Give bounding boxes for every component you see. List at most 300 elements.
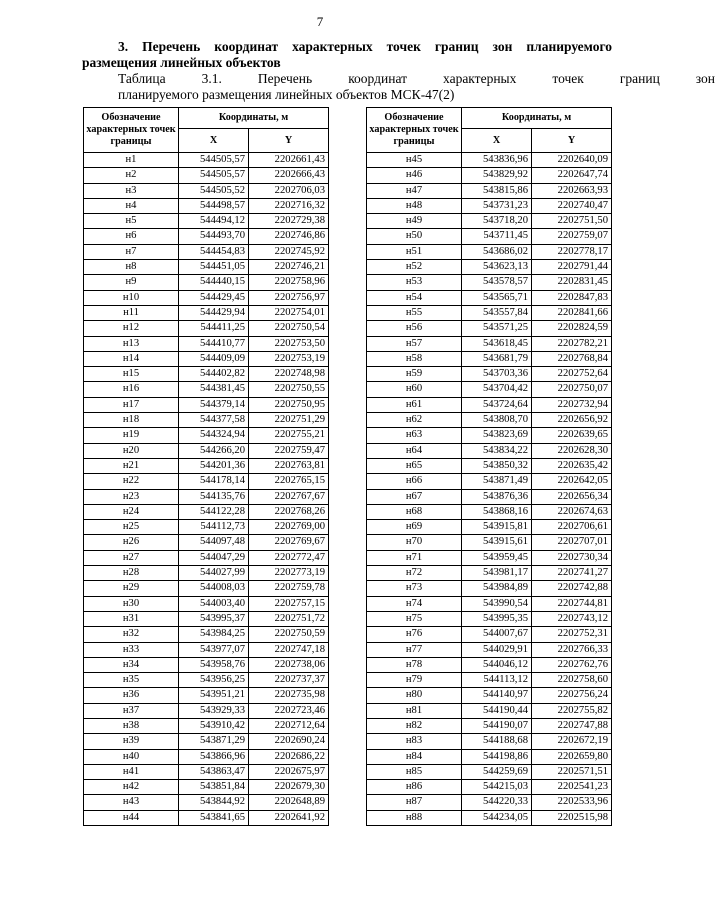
y-coordinate-cell: 2202751,29 <box>249 413 329 428</box>
x-coordinate-cell: 544505,52 <box>179 183 249 198</box>
point-id-cell: н59 <box>367 367 462 382</box>
x-coordinate-cell: 544190,07 <box>462 718 532 733</box>
point-id-cell: н65 <box>367 458 462 473</box>
y-coordinate-cell: 2202750,95 <box>249 397 329 412</box>
y-coordinate-cell: 2202763,81 <box>249 458 329 473</box>
table-row <box>367 183 612 198</box>
point-id-cell: н36 <box>84 688 179 703</box>
y-coordinate-cell: 2202656,92 <box>532 413 612 428</box>
table-row <box>84 703 329 718</box>
x-coordinate-cell: 543910,42 <box>179 718 249 733</box>
table-row <box>367 718 612 733</box>
x-coordinate-cell: 544201,36 <box>179 458 249 473</box>
x-coordinate-cell: 543951,21 <box>179 688 249 703</box>
y-coordinate-cell: 2202690,24 <box>249 734 329 749</box>
table-row <box>367 382 612 397</box>
table-body-left <box>84 153 329 826</box>
y-coordinate-cell: 2202675,97 <box>249 764 329 779</box>
y-coordinate-cell: 2202756,24 <box>532 688 612 703</box>
x-coordinate-cell: 543871,29 <box>179 734 249 749</box>
y-coordinate-cell: 2202752,64 <box>532 367 612 382</box>
y-coordinate-cell: 2202750,59 <box>249 627 329 642</box>
point-id-cell: н73 <box>367 581 462 596</box>
y-coordinate-cell: 2202762,76 <box>532 657 612 672</box>
x-coordinate-cell: 543815,86 <box>462 183 532 198</box>
y-coordinate-cell: 2202748,98 <box>249 367 329 382</box>
x-coordinate-cell: 544440,15 <box>179 275 249 290</box>
y-coordinate-cell: 2202716,32 <box>249 198 329 213</box>
table-row <box>84 596 329 611</box>
table-row <box>84 810 329 825</box>
y-coordinate-cell: 2202767,67 <box>249 489 329 504</box>
y-coordinate-cell: 2202765,15 <box>249 474 329 489</box>
point-id-cell: н86 <box>367 780 462 795</box>
table-row <box>367 153 612 168</box>
table-row <box>367 458 612 473</box>
point-id-cell: н11 <box>84 305 179 320</box>
point-id-cell: н51 <box>367 244 462 259</box>
point-id-cell: н63 <box>367 428 462 443</box>
point-id-cell: н55 <box>367 305 462 320</box>
x-coordinate-cell: 544505,57 <box>179 168 249 183</box>
y-coordinate-cell: 2202754,01 <box>249 305 329 320</box>
y-coordinate-cell: 2202773,19 <box>249 566 329 581</box>
x-coordinate-cell: 544493,70 <box>179 229 249 244</box>
table-row <box>84 504 329 519</box>
y-coordinate-cell: 2202741,27 <box>532 566 612 581</box>
point-id-cell: н80 <box>367 688 462 703</box>
point-id-cell: н23 <box>84 489 179 504</box>
point-id-cell: н4 <box>84 198 179 213</box>
point-id-cell: н31 <box>84 611 179 626</box>
x-coordinate-cell: 543929,33 <box>179 703 249 718</box>
table-row <box>367 336 612 351</box>
table-row <box>84 229 329 244</box>
x-coordinate-cell: 543977,07 <box>179 642 249 657</box>
y-coordinate-cell: 2202640,09 <box>532 153 612 168</box>
table-row <box>84 367 329 382</box>
point-id-cell: н33 <box>84 642 179 657</box>
point-id-cell: н68 <box>367 504 462 519</box>
x-coordinate-cell: 543915,81 <box>462 520 532 535</box>
point-id-cell: н79 <box>367 673 462 688</box>
table-row <box>84 397 329 412</box>
table-row <box>84 535 329 550</box>
point-id-cell: н88 <box>367 810 462 825</box>
table-row <box>84 764 329 779</box>
table-row <box>367 504 612 519</box>
y-coordinate-cell: 2202750,55 <box>249 382 329 397</box>
point-id-cell: н26 <box>84 535 179 550</box>
y-coordinate-cell: 2202747,88 <box>532 718 612 733</box>
point-id-cell: н69 <box>367 520 462 535</box>
x-coordinate-cell: 544112,73 <box>179 520 249 535</box>
x-coordinate-cell: 543557,84 <box>462 305 532 320</box>
y-coordinate-cell: 2202674,63 <box>532 504 612 519</box>
table-row <box>367 642 612 657</box>
table-row <box>84 153 329 168</box>
point-id-cell: н78 <box>367 657 462 672</box>
point-id-cell: н20 <box>84 443 179 458</box>
x-coordinate-cell: 543990,54 <box>462 596 532 611</box>
y-coordinate-cell: 2202841,66 <box>532 305 612 320</box>
x-coordinate-cell: 543871,49 <box>462 474 532 489</box>
x-coordinate-cell: 543681,79 <box>462 351 532 366</box>
point-id-cell: н35 <box>84 673 179 688</box>
point-id-cell: н77 <box>367 642 462 657</box>
x-coordinate-cell: 543718,20 <box>462 214 532 229</box>
y-coordinate-cell: 2202831,45 <box>532 275 612 290</box>
y-coordinate-cell: 2202730,34 <box>532 550 612 565</box>
y-coordinate-cell: 2202746,21 <box>249 260 329 275</box>
table-row <box>367 428 612 443</box>
x-coordinate-cell: 543866,96 <box>179 749 249 764</box>
y-coordinate-cell: 2202752,31 <box>532 627 612 642</box>
x-coordinate-cell: 543841,65 <box>179 810 249 825</box>
point-id-cell: н61 <box>367 397 462 412</box>
table-caption <box>82 71 715 103</box>
x-coordinate-cell: 544097,48 <box>179 535 249 550</box>
y-coordinate-cell: 2202679,30 <box>249 780 329 795</box>
x-coordinate-cell: 543850,32 <box>462 458 532 473</box>
y-coordinate-cell: 2202758,96 <box>249 275 329 290</box>
table-row <box>367 810 612 825</box>
header-x: X <box>179 129 249 153</box>
table-row <box>367 627 612 642</box>
x-coordinate-cell: 544140,97 <box>462 688 532 703</box>
point-id-cell: н12 <box>84 321 179 336</box>
y-coordinate-cell: 2202641,92 <box>249 810 329 825</box>
table-row <box>84 351 329 366</box>
y-coordinate-cell: 2202750,54 <box>249 321 329 336</box>
x-coordinate-cell: 543711,45 <box>462 229 532 244</box>
point-id-cell: н47 <box>367 183 462 198</box>
table-row <box>84 321 329 336</box>
point-id-cell: н70 <box>367 535 462 550</box>
table-row <box>84 290 329 305</box>
point-id-cell: н30 <box>84 596 179 611</box>
x-coordinate-cell: 544234,05 <box>462 810 532 825</box>
table-row <box>84 489 329 504</box>
y-coordinate-cell: 2202642,05 <box>532 474 612 489</box>
y-coordinate-cell: 2202753,50 <box>249 336 329 351</box>
point-id-cell: н75 <box>367 611 462 626</box>
point-id-cell: н13 <box>84 336 179 351</box>
x-coordinate-cell: 544410,77 <box>179 336 249 351</box>
y-coordinate-cell: 2202747,18 <box>249 642 329 657</box>
x-coordinate-cell: 544266,20 <box>179 443 249 458</box>
table-row <box>367 244 612 259</box>
point-id-cell: н3 <box>84 183 179 198</box>
point-id-cell: н81 <box>367 703 462 718</box>
y-coordinate-cell: 2202759,47 <box>249 443 329 458</box>
table-row <box>367 611 612 626</box>
point-id-cell: н82 <box>367 718 462 733</box>
table-row <box>84 305 329 320</box>
x-coordinate-cell: 544377,58 <box>179 413 249 428</box>
x-coordinate-cell: 544411,25 <box>179 321 249 336</box>
caption-word: характерных <box>443 71 517 86</box>
y-coordinate-cell: 2202824,59 <box>532 321 612 336</box>
point-id-cell: н71 <box>367 550 462 565</box>
point-id-cell: н7 <box>84 244 179 259</box>
y-coordinate-cell: 2202769,67 <box>249 535 329 550</box>
table-row <box>367 321 612 336</box>
caption-word: точек <box>552 71 584 86</box>
header-coordinates: Координаты, м <box>462 108 612 129</box>
y-coordinate-cell: 2202735,98 <box>249 688 329 703</box>
y-coordinate-cell: 2202706,61 <box>532 520 612 535</box>
table-row <box>84 198 329 213</box>
table-row <box>367 474 612 489</box>
x-coordinate-cell: 543981,17 <box>462 566 532 581</box>
point-id-cell: н84 <box>367 749 462 764</box>
x-coordinate-cell: 543915,61 <box>462 535 532 550</box>
table-row <box>367 520 612 535</box>
table-row <box>367 214 612 229</box>
table-row <box>367 443 612 458</box>
caption-word: Перечень <box>257 71 313 86</box>
table-row <box>84 550 329 565</box>
table-row <box>84 428 329 443</box>
x-coordinate-cell: 544047,29 <box>179 550 249 565</box>
y-coordinate-cell: 2202847,83 <box>532 290 612 305</box>
x-coordinate-cell: 543724,64 <box>462 397 532 412</box>
y-coordinate-cell: 2202768,26 <box>249 504 329 519</box>
x-coordinate-cell: 543829,92 <box>462 168 532 183</box>
point-id-cell: н1 <box>84 153 179 168</box>
y-coordinate-cell: 2202663,93 <box>532 183 612 198</box>
point-id-cell: н29 <box>84 581 179 596</box>
x-coordinate-cell: 544188,68 <box>462 734 532 749</box>
x-coordinate-cell: 543565,71 <box>462 290 532 305</box>
point-id-cell: н76 <box>367 627 462 642</box>
y-coordinate-cell: 2202759,07 <box>532 229 612 244</box>
point-id-cell: н27 <box>84 550 179 565</box>
table-row <box>367 351 612 366</box>
x-coordinate-cell: 544190,44 <box>462 703 532 718</box>
table-row <box>367 673 612 688</box>
table-row <box>84 336 329 351</box>
y-coordinate-cell: 2202723,46 <box>249 703 329 718</box>
point-id-cell: н2 <box>84 168 179 183</box>
y-coordinate-cell: 2202757,15 <box>249 596 329 611</box>
point-id-cell: н58 <box>367 351 462 366</box>
y-coordinate-cell: 2202659,80 <box>532 749 612 764</box>
header-y: Y <box>532 129 612 153</box>
x-coordinate-cell: 544007,67 <box>462 627 532 642</box>
table-row <box>84 413 329 428</box>
table-caption-line-1 <box>82 71 715 87</box>
x-coordinate-cell: 543703,36 <box>462 367 532 382</box>
table-row <box>84 382 329 397</box>
x-coordinate-cell: 543984,89 <box>462 581 532 596</box>
table-row <box>84 795 329 810</box>
x-coordinate-cell: 544029,91 <box>462 642 532 657</box>
point-id-cell: н32 <box>84 627 179 642</box>
x-coordinate-cell: 544122,28 <box>179 504 249 519</box>
y-coordinate-cell: 2202750,07 <box>532 382 612 397</box>
y-coordinate-cell: 2202751,50 <box>532 214 612 229</box>
section-heading: 3. Перечень координат характерных точек границ зон планируемого размещения линейных объектов <box>82 39 612 70</box>
x-coordinate-cell: 544027,99 <box>179 566 249 581</box>
table-row <box>367 397 612 412</box>
x-coordinate-cell: 543623,13 <box>462 260 532 275</box>
table-row <box>367 535 612 550</box>
header-coordinates: Координаты, м <box>179 108 329 129</box>
point-id-cell: н87 <box>367 795 462 810</box>
x-coordinate-cell: 543876,36 <box>462 489 532 504</box>
y-coordinate-cell: 2202782,21 <box>532 336 612 351</box>
table-row <box>367 657 612 672</box>
point-id-cell: н44 <box>84 810 179 825</box>
page-number: 7 <box>316 14 324 29</box>
x-coordinate-cell: 543731,23 <box>462 198 532 213</box>
x-coordinate-cell: 544381,45 <box>179 382 249 397</box>
x-coordinate-cell: 543995,37 <box>179 611 249 626</box>
table-row <box>84 688 329 703</box>
y-coordinate-cell: 2202707,01 <box>532 535 612 550</box>
table-row <box>367 688 612 703</box>
y-coordinate-cell: 2202755,21 <box>249 428 329 443</box>
point-id-cell: н17 <box>84 397 179 412</box>
table-row <box>367 780 612 795</box>
header-point-designation: Обозначение характерных точек границы <box>84 108 179 153</box>
table-row <box>367 734 612 749</box>
table-row <box>84 458 329 473</box>
table-row <box>367 596 612 611</box>
point-id-cell: н9 <box>84 275 179 290</box>
point-id-cell: н38 <box>84 718 179 733</box>
point-id-cell: н41 <box>84 764 179 779</box>
table-row <box>367 566 612 581</box>
table-row <box>84 780 329 795</box>
x-coordinate-cell: 544429,45 <box>179 290 249 305</box>
x-coordinate-cell: 544008,03 <box>179 581 249 596</box>
table-row <box>84 581 329 596</box>
table-row <box>84 642 329 657</box>
y-coordinate-cell: 2202791,44 <box>532 260 612 275</box>
point-id-cell: н5 <box>84 214 179 229</box>
y-coordinate-cell: 2202742,88 <box>532 581 612 596</box>
y-coordinate-cell: 2202758,60 <box>532 673 612 688</box>
table-row <box>84 520 329 535</box>
header-point-designation: Обозначение характерных точек границы <box>367 108 462 153</box>
x-coordinate-cell: 543851,84 <box>179 780 249 795</box>
y-coordinate-cell: 2202647,74 <box>532 168 612 183</box>
x-coordinate-cell: 543984,25 <box>179 627 249 642</box>
y-coordinate-cell: 2202756,97 <box>249 290 329 305</box>
x-coordinate-cell: 544498,57 <box>179 198 249 213</box>
point-id-cell: н16 <box>84 382 179 397</box>
coordinates-table-left <box>83 107 329 826</box>
table-row <box>367 367 612 382</box>
y-coordinate-cell: 2202686,22 <box>249 749 329 764</box>
y-coordinate-cell: 2202648,89 <box>249 795 329 810</box>
point-id-cell: н57 <box>367 336 462 351</box>
y-coordinate-cell: 2202759,78 <box>249 581 329 596</box>
x-coordinate-cell: 544046,12 <box>462 657 532 672</box>
x-coordinate-cell: 543808,70 <box>462 413 532 428</box>
table-row <box>367 489 612 504</box>
x-coordinate-cell: 543686,02 <box>462 244 532 259</box>
x-coordinate-cell: 543958,76 <box>179 657 249 672</box>
y-coordinate-cell: 2202541,23 <box>532 780 612 795</box>
x-coordinate-cell: 544003,40 <box>179 596 249 611</box>
y-coordinate-cell: 2202672,19 <box>532 734 612 749</box>
point-id-cell: н83 <box>367 734 462 749</box>
point-id-cell: н42 <box>84 780 179 795</box>
point-id-cell: н14 <box>84 351 179 366</box>
point-id-cell: н72 <box>367 566 462 581</box>
y-coordinate-cell: 2202753,19 <box>249 351 329 366</box>
table-row <box>84 734 329 749</box>
y-coordinate-cell: 2202712,64 <box>249 718 329 733</box>
header-y: Y <box>249 129 329 153</box>
table-row <box>367 168 612 183</box>
point-id-cell: н22 <box>84 474 179 489</box>
y-coordinate-cell: 2202515,98 <box>532 810 612 825</box>
header-x: X <box>462 129 532 153</box>
x-coordinate-cell: 543834,22 <box>462 443 532 458</box>
y-coordinate-cell: 2202639,65 <box>532 428 612 443</box>
point-id-cell: н64 <box>367 443 462 458</box>
x-coordinate-cell: 544198,86 <box>462 749 532 764</box>
point-id-cell: н50 <box>367 229 462 244</box>
table-row <box>367 749 612 764</box>
y-coordinate-cell: 2202732,94 <box>532 397 612 412</box>
point-id-cell: н49 <box>367 214 462 229</box>
y-coordinate-cell: 2202740,47 <box>532 198 612 213</box>
y-coordinate-cell: 2202746,86 <box>249 229 329 244</box>
point-id-cell: н56 <box>367 321 462 336</box>
y-coordinate-cell: 2202769,00 <box>249 520 329 535</box>
table-row <box>84 260 329 275</box>
table-row <box>84 718 329 733</box>
y-coordinate-cell: 2202772,47 <box>249 550 329 565</box>
x-coordinate-cell: 543959,45 <box>462 550 532 565</box>
y-coordinate-cell: 2202743,12 <box>532 611 612 626</box>
table-row <box>367 703 612 718</box>
caption-word: 3.1. <box>201 71 222 86</box>
point-id-cell: н66 <box>367 474 462 489</box>
table-row <box>84 244 329 259</box>
point-id-cell: н18 <box>84 413 179 428</box>
point-id-cell: н19 <box>84 428 179 443</box>
point-id-cell: н67 <box>367 489 462 504</box>
caption-word: Таблица <box>118 71 166 86</box>
y-coordinate-cell: 2202666,43 <box>249 168 329 183</box>
x-coordinate-cell: 543995,35 <box>462 611 532 626</box>
table-row <box>367 229 612 244</box>
table-row <box>367 413 612 428</box>
table-body-right <box>367 153 612 826</box>
x-coordinate-cell: 544429,94 <box>179 305 249 320</box>
table-row <box>84 168 329 183</box>
point-id-cell: н28 <box>84 566 179 581</box>
x-coordinate-cell: 544409,09 <box>179 351 249 366</box>
table-row <box>84 474 329 489</box>
y-coordinate-cell: 2202766,33 <box>532 642 612 657</box>
x-coordinate-cell: 544505,57 <box>179 153 249 168</box>
table-row <box>84 183 329 198</box>
y-coordinate-cell: 2202661,43 <box>249 153 329 168</box>
table-row <box>367 198 612 213</box>
table-row <box>367 275 612 290</box>
table-row <box>367 795 612 810</box>
x-coordinate-cell: 543618,45 <box>462 336 532 351</box>
y-coordinate-cell: 2202706,03 <box>249 183 329 198</box>
